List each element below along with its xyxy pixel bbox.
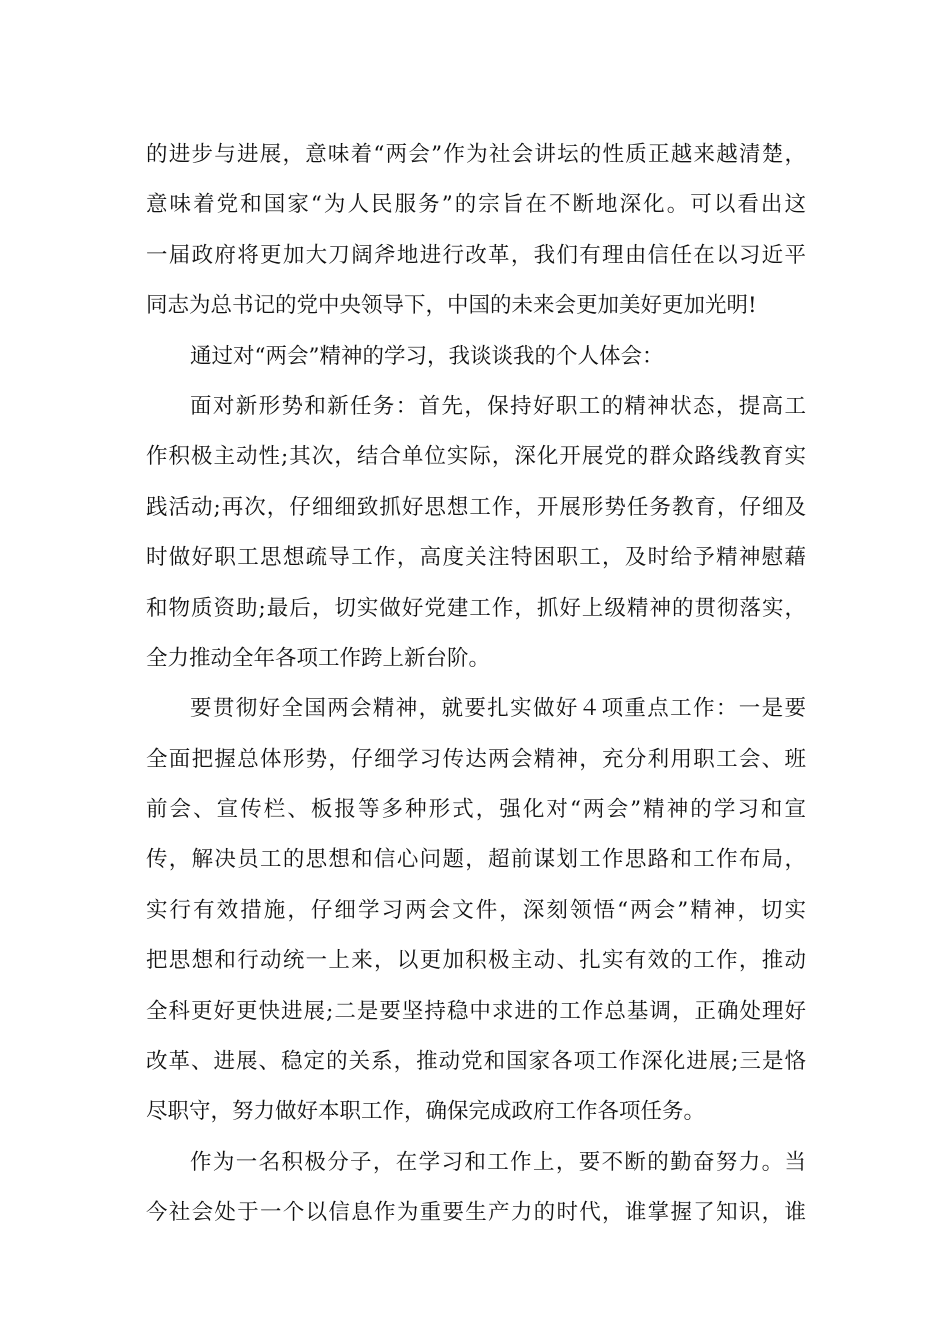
text-line: 时做好职工思想疏导工作，高度关注特困职工，及时给予精神慰藉 [146,545,806,571]
text-line: 同志为总书记的党中央领导下，中国的未来会更加美好更加光明! [146,293,757,319]
text-line: 的进步与进展，意味着“两会”作为社会讲坛的性质正越来越清楚， [146,142,806,167]
text-line: 前会、宣传栏、板报等多种形式，强化对“两会”精神的学习和宣 [146,797,806,823]
text-line: 作积极主动性;其次，结合单位实际，深化开展党的群众路线教育实 [146,444,806,470]
text-line: 尽职守，努力做好本职工作，确保完成政府工作各项任务。 [146,1099,706,1125]
text-line: 和物质资助;最后，切实做好党建工作，抓好上级精神的贯彻落实， [146,595,806,621]
text-line: 一届政府将更加大刀阔斧地进行改革，我们有理由信任在以习近平 [146,242,806,268]
text-line: 意味着党和国家“为人民服务”的宗旨在不断地深化。可以看出这 [146,192,806,218]
text-line: 践活动;再次，仔细细致抓好思想工作，开展形势任务教育，仔细及 [146,494,806,520]
text-line: 面对新形势和新任务：首先，保持好职工的精神状态，提高工 [190,393,806,419]
text-line: 全力推动全年各项工作跨上新台阶。 [146,645,491,671]
text-line: 全面把握总体形势，仔细学习传达两会精神，充分利用职工会、班 [146,746,806,772]
text-line: 今社会处于一个以信息作为重要生产力的时代，谁掌握了知识，谁 [146,1200,806,1226]
paragraph-5 [146,1138,806,1239]
paragraph-3 [146,382,806,684]
text-line: 全科更好更快进展;二是要坚持稳中求进的工作总基调，正确处理好 [146,998,806,1024]
text-line: 传，解决员工的思想和信心问题，超前谋划工作思路和工作布局， [146,847,806,873]
text-line: 通过对“两会”精神的学习，我谈谈我的个人体会： [190,343,664,369]
document-body [146,130,806,1239]
text-line: 改革、进展、稳定的关系，推动党和国家各项工作深化进展;三是恪 [146,1049,806,1075]
text-line: 实行有效措施，仔细学习两会文件，深刻领悟“两会”精神，切实 [146,897,806,923]
paragraph-4 [146,684,806,1138]
text-line: 要贯彻好全国两会精神，就要扎实做好４项重点工作：一是要 [190,696,806,722]
paragraph-1 [146,130,806,332]
text-line: 把思想和行动统一上来，以更加积极主动、扎实有效的工作，推动 [146,948,806,974]
paragraph-2 [146,332,806,382]
text-line: 作为一名积极分子，在学习和工作上，要不断的勤奋努力。当 [190,1149,806,1175]
